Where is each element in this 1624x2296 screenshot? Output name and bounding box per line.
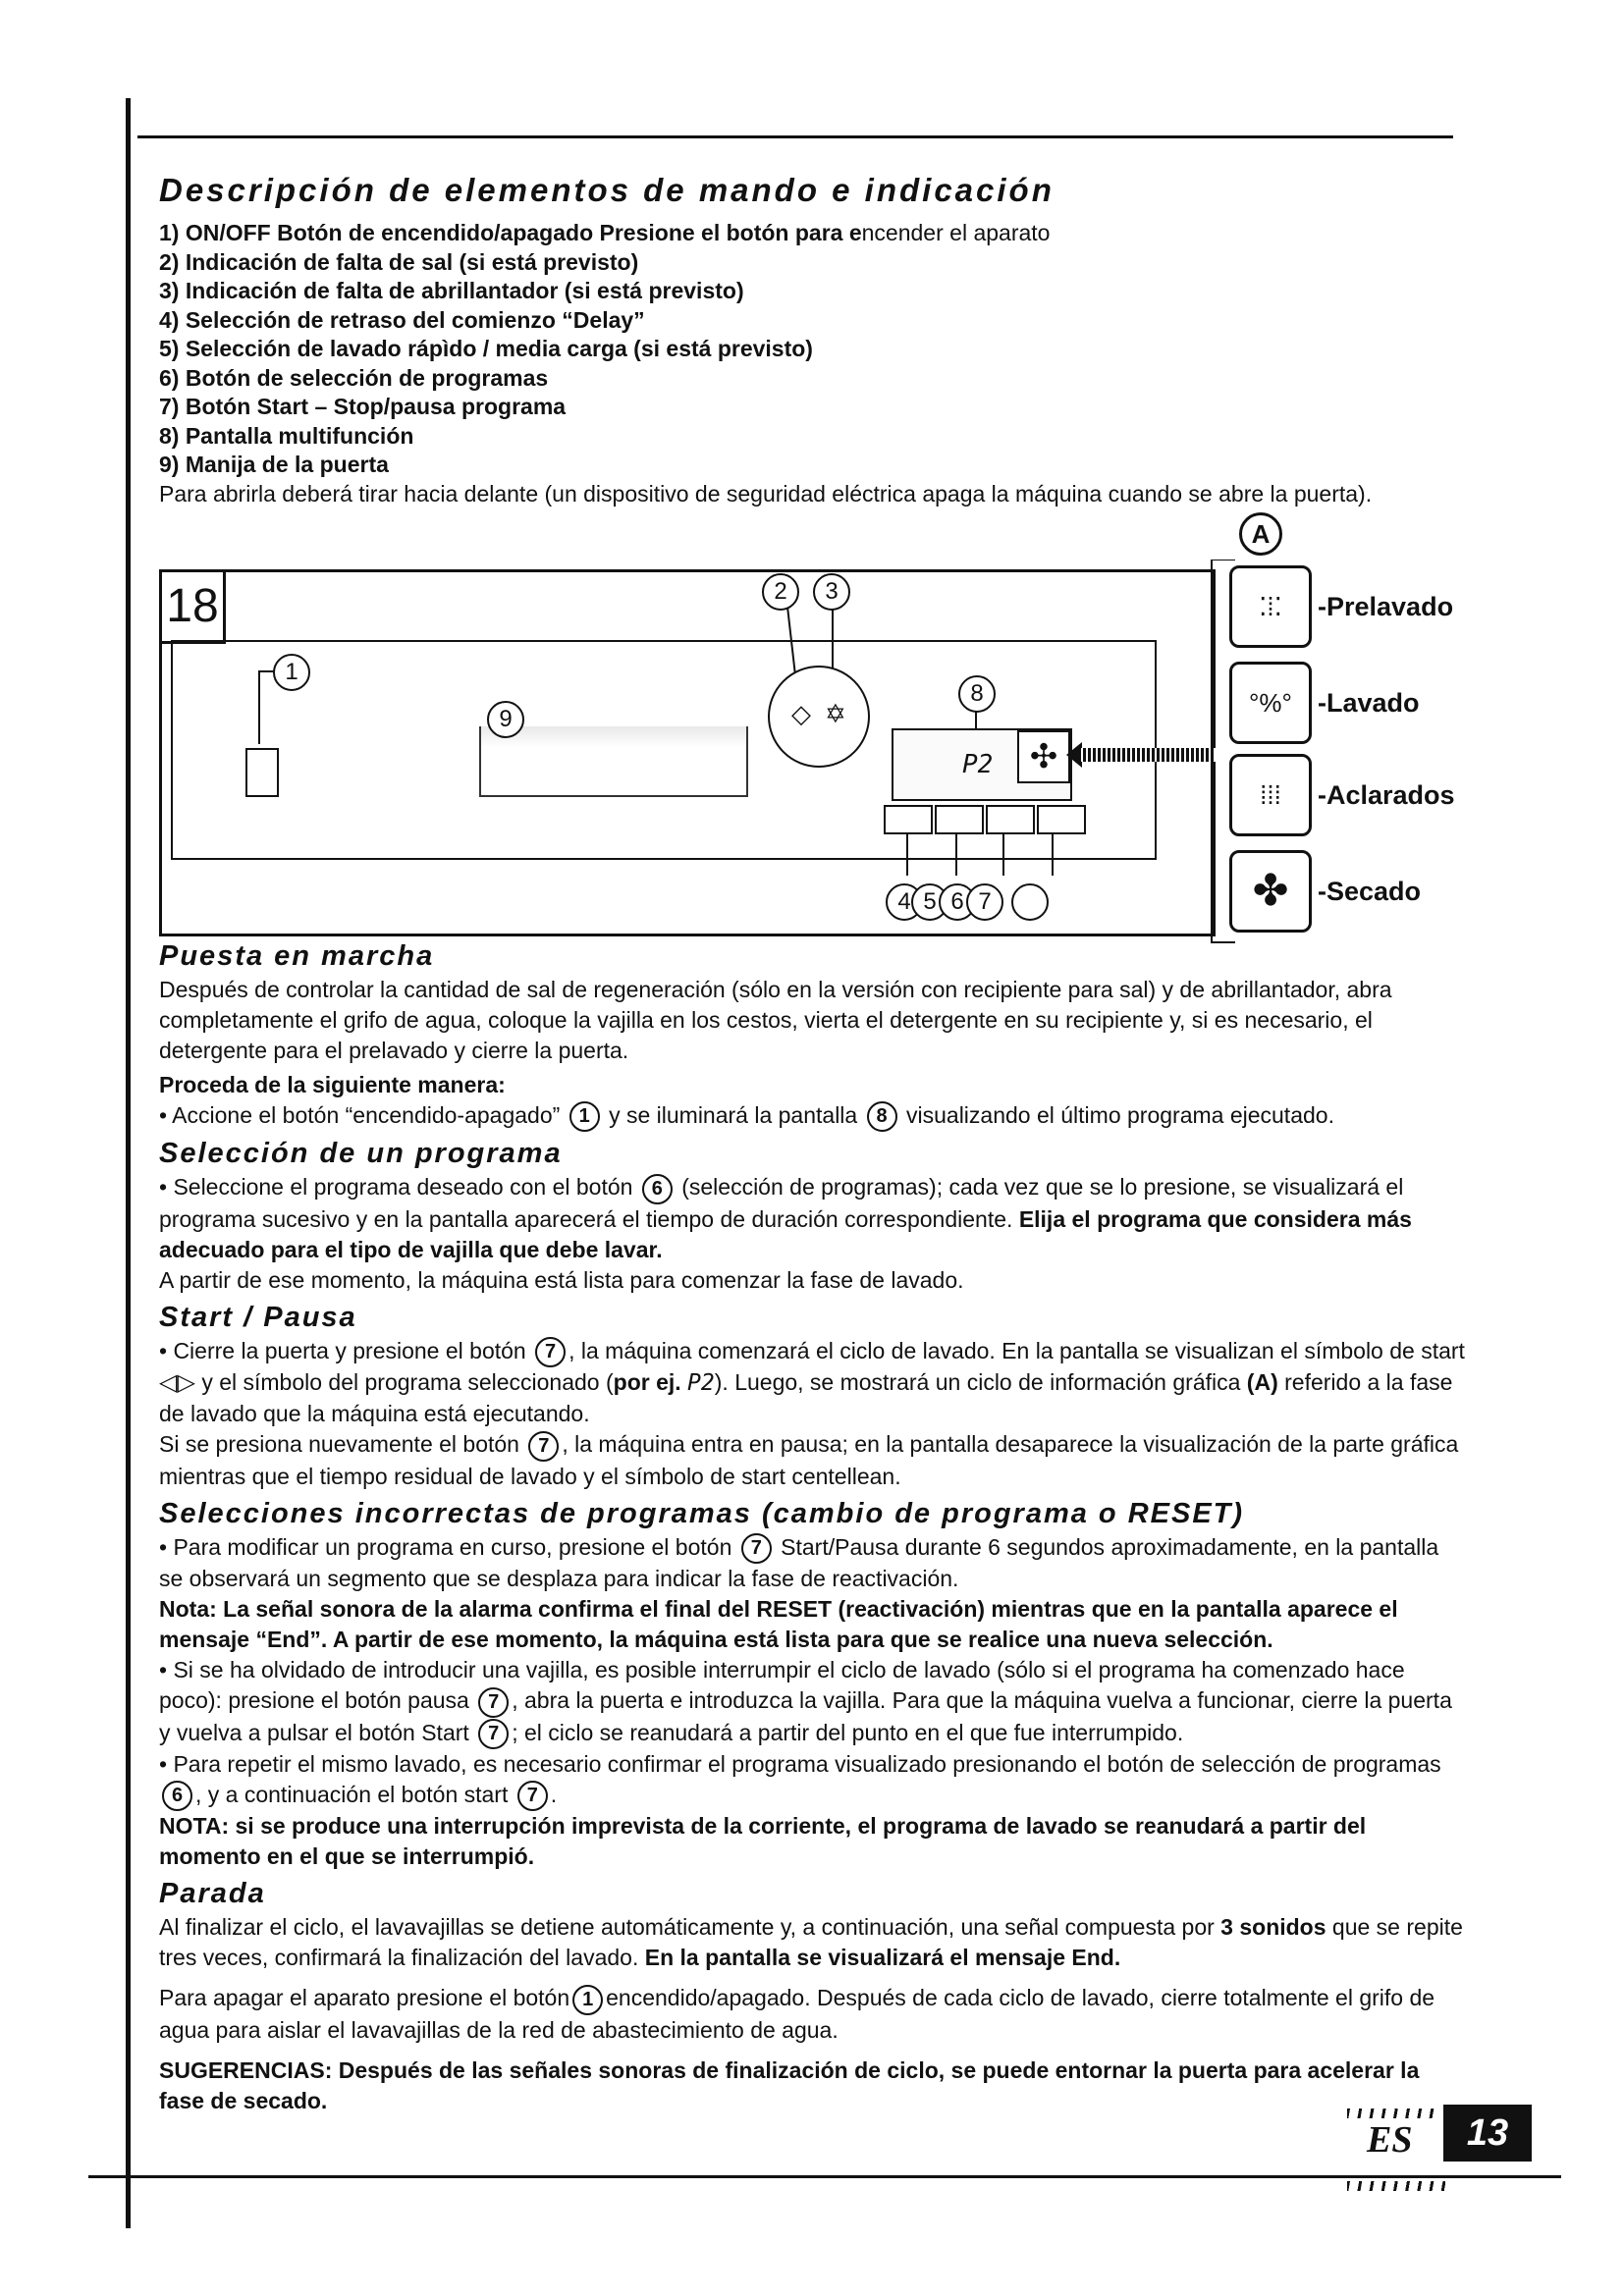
dry-fan-icon: ✤ [1229, 850, 1312, 933]
list-item-9-description: Para abrirla deberá tirar hacia delante (un dispositivo de seguridad eléctrica apaga la máquina cuando se abre la puerta). [159, 480, 1373, 507]
list-item-7: 7) Botón Start – Stop/pausa programa [159, 394, 567, 419]
wash-icon: °%° [1229, 662, 1312, 744]
delay-button[interactable] [884, 805, 933, 834]
ref-button-7-e: 7 [478, 1719, 509, 1749]
incorrectas-paragraph-3: • Para repetir el mismo lavado, es necesario confirmar el programa visualizado presionando el botón de selección de programas 6 , y a continuación el botón start 7 . [159, 1749, 1465, 1811]
list-item-8: 8) Pantalla multifunción [159, 422, 414, 449]
door-handle [479, 726, 748, 797]
list-item-3: 3) Indicación de falta de abrillantador (si está previsto) [159, 278, 744, 303]
start-paragraph-2: Si se presiona nuevamente el botón 7 , la máquina entra en pausa; en la pantalla desaparece la visualización de la parte gráfica mientras que el tiempo residual de lavado y el símbolo de start centellean. [159, 1431, 1459, 1489]
sugerencias: SUGERENCIAS: Después de las señales sonoras de finalización de ciclo, se puede entornar la puerta para acelerar la fase de secado. [159, 2056, 1420, 2113]
legend-rinse: ⁞⁞⁞ -Aclarados [1229, 754, 1455, 836]
callout-7: 7 [966, 883, 1003, 921]
ref-button-7-c: 7 [741, 1533, 772, 1564]
list-item-1: 1) ON/OFF Botón de encendido/apagado Presione el botón para encender el aparato [159, 220, 1051, 245]
figure-number: 18 [159, 569, 226, 644]
callout-4: 4 [886, 883, 923, 921]
list-item-6: 6) Botón de selección de programas [159, 364, 549, 391]
rinse-icon: ⁞⁞⁞ [1229, 754, 1312, 836]
puesta-paragraph: Después de controlar la cantidad de sal de regeneración (sólo en la versión con recipiente para sal) y de abrillantador, abra completamente el grifo de agua, coloque la vajilla en los cestos, vierta el detergente en su recipiente y, si es necesario, el detergente para el prelavado y cierre la puerta. [159, 977, 1392, 1063]
callout-3: 3 [813, 573, 850, 611]
ref-button-6-b: 6 [162, 1781, 192, 1811]
legend-reference: A [1239, 512, 1282, 556]
ref-display-8: 8 [867, 1101, 897, 1132]
heading-puesta-en-marcha: Puesta en marcha [159, 940, 435, 972]
heading-start-pausa: Start / Pausa [159, 1301, 357, 1333]
seleccion-ready: A partir de ese momento, la máquina está lista para comenzar la fase de lavado. [159, 1266, 964, 1293]
callout-1: 1 [273, 654, 310, 691]
page-number: 13 [1443, 2105, 1532, 2162]
start-symbol-icon: ◁▷ [159, 1369, 195, 1397]
callout-blank [1011, 883, 1049, 921]
heading-seleccion: Selección de un programa [159, 1138, 563, 1170]
parada-paragraph-1: Al finalizar el ciclo, el lavavajillas se detiene automáticamente y, a continuación, una señal compuesta por 3 sonidos que se repite tres veces, confirmará la finalización del lavado. En la pantalla se visualizará el mensaje End. [159, 1914, 1463, 1971]
footer-hatch-bottom [1347, 2181, 1445, 2191]
prewash-icon: ⁚⁞⁚ [1229, 565, 1312, 648]
arrow-icon [1078, 748, 1216, 762]
control-panel-diagram [159, 519, 1475, 952]
callout-5: 5 [911, 883, 948, 921]
rinse-aid-indicator-icon: ✡ [825, 699, 846, 728]
ref-button-7-f: 7 [517, 1781, 548, 1811]
upper-content [159, 172, 1465, 507]
callout-9: 9 [487, 701, 524, 738]
ref-button-7-d: 7 [478, 1687, 509, 1718]
list-item-9: 9) Manija de la puerta [159, 452, 389, 477]
incorrectas-nota-2: NOTA: si se produce una interrupción imprevista de la corriente, el programa de lavado se reanudará a partir del momento en el que se interrumpió. [159, 1813, 1367, 1870]
footer-hatch-top [1347, 2109, 1435, 2118]
callout-2: 2 [762, 573, 799, 611]
list-item-4: 4) Selección de retraso del comienzo “Delay” [159, 306, 645, 333]
salt-rinse-indicators [768, 666, 870, 768]
ref-button-7-b: 7 [528, 1431, 559, 1462]
incorrectas-paragraph-2: • Si se ha olvidado de introducir una vajilla, es posible interrumpir el ciclo de lavado (sólo si el programa ha comenzado hace poco): presione el botón pausa 7 , abra la puerta e introduzca la vajilla. Para que la máquina vuelva a funcionar, cierre la puerta y vuelva a pulsar el botón Start 7 ; el ciclo se reanudará a partir del punto en el que fue interrumpido. [159, 1655, 1465, 1749]
ref-button-1: 1 [569, 1101, 600, 1132]
start-paragraph-1: • Cierre la puerta y presione el botón 7 , la máquina comenzará el ciclo de lavado. En la pantalla se visualizan el símbolo de start ◁▷ y el símbolo del programa seleccionado (por ej. P2). Luego, se mostrará un ciclo de información gráfica (A) referido a la fase de lavado que la máquina está ejecutando. [159, 1337, 1465, 1427]
puesta-step: • Accione el botón “encendido-apagado” 1 y se iluminará la pantalla 8 visualizando el último programa ejecutado. [159, 1100, 1465, 1132]
legend-wash: °%° -Lavado [1229, 662, 1420, 744]
page-frame-bottom [88, 2175, 1561, 2178]
program-select-button[interactable] [986, 805, 1035, 834]
callout-8: 8 [958, 675, 996, 713]
on-off-button[interactable] [245, 748, 279, 797]
page-title: Descripción de elementos de mando e indicación [159, 172, 1055, 208]
legend-prewash: ⁚⁞⁚ -Prelavado [1229, 565, 1453, 648]
incorrectas-paragraph-1: • Para modificar un programa en curso, presione el botón 7 Start/Pausa durante 6 segundos aproximadamente, en la pantalla se observará un segmento que se desplaza para indicar la fase de reactivación. [159, 1533, 1439, 1592]
incorrectas-nota: Nota: La señal sonora de la alarma confirma el final del RESET (reactivación) mientras que en la pantalla aparece el mensaje “End”. A partir de ese momento, la máquina está lista para que se realice una nueva selección. [159, 1596, 1398, 1653]
ref-button-6: 6 [642, 1174, 673, 1204]
list-item-2: 2) Indicación de falta de sal (si está previsto) [159, 248, 639, 275]
start-pause-button[interactable] [1037, 805, 1086, 834]
language-label: ES [1367, 2119, 1413, 2161]
heading-parada: Parada [159, 1878, 266, 1910]
half-load-button[interactable] [935, 805, 984, 834]
page-frame-top [137, 135, 1453, 138]
ref-button-1-b: 1 [572, 1985, 603, 2015]
parada-paragraph-2: Para apagar el aparato presione el botón 1 encendido/apagado. Después de cada ciclo de lavado, cierre totalmente el grifo de agua para aislar el lavavajillas de la red de abastecimiento de agua. [159, 1985, 1435, 2043]
ref-button-7: 7 [535, 1337, 566, 1367]
salt-indicator-icon: ◇ [791, 699, 811, 728]
legend-dry: ✤ -Secado [1229, 850, 1421, 933]
seleccion-paragraph: • Seleccione el programa deseado con el botón 6 (selección de programas); cada vez que se lo presione, se visualizará el programa sucesivo y en la pantalla aparecerá el tiempo de duración correspondiente. Elija el programa que considera más adecuado para el tipo de vajilla que debe lavar. [159, 1174, 1412, 1262]
program-buttons-row [884, 805, 1090, 832]
callout-6: 6 [939, 883, 976, 921]
display-fan-icon: ✣ [1017, 730, 1070, 783]
lower-content [159, 934, 1465, 2116]
heading-incorrectas: Selecciones incorrectas de programas (cambio de programa o RESET) [159, 1497, 1245, 1529]
page-frame-left [126, 98, 131, 2228]
puesta-procedure-label: Proceda de la siguiente manera: [159, 1072, 506, 1097]
list-item-5: 5) Selección de lavado rápìdo / media carga (si está previsto) [159, 336, 813, 361]
display-program-readout: P2 [962, 750, 994, 779]
display-readout-icon: P2 [687, 1370, 715, 1397]
